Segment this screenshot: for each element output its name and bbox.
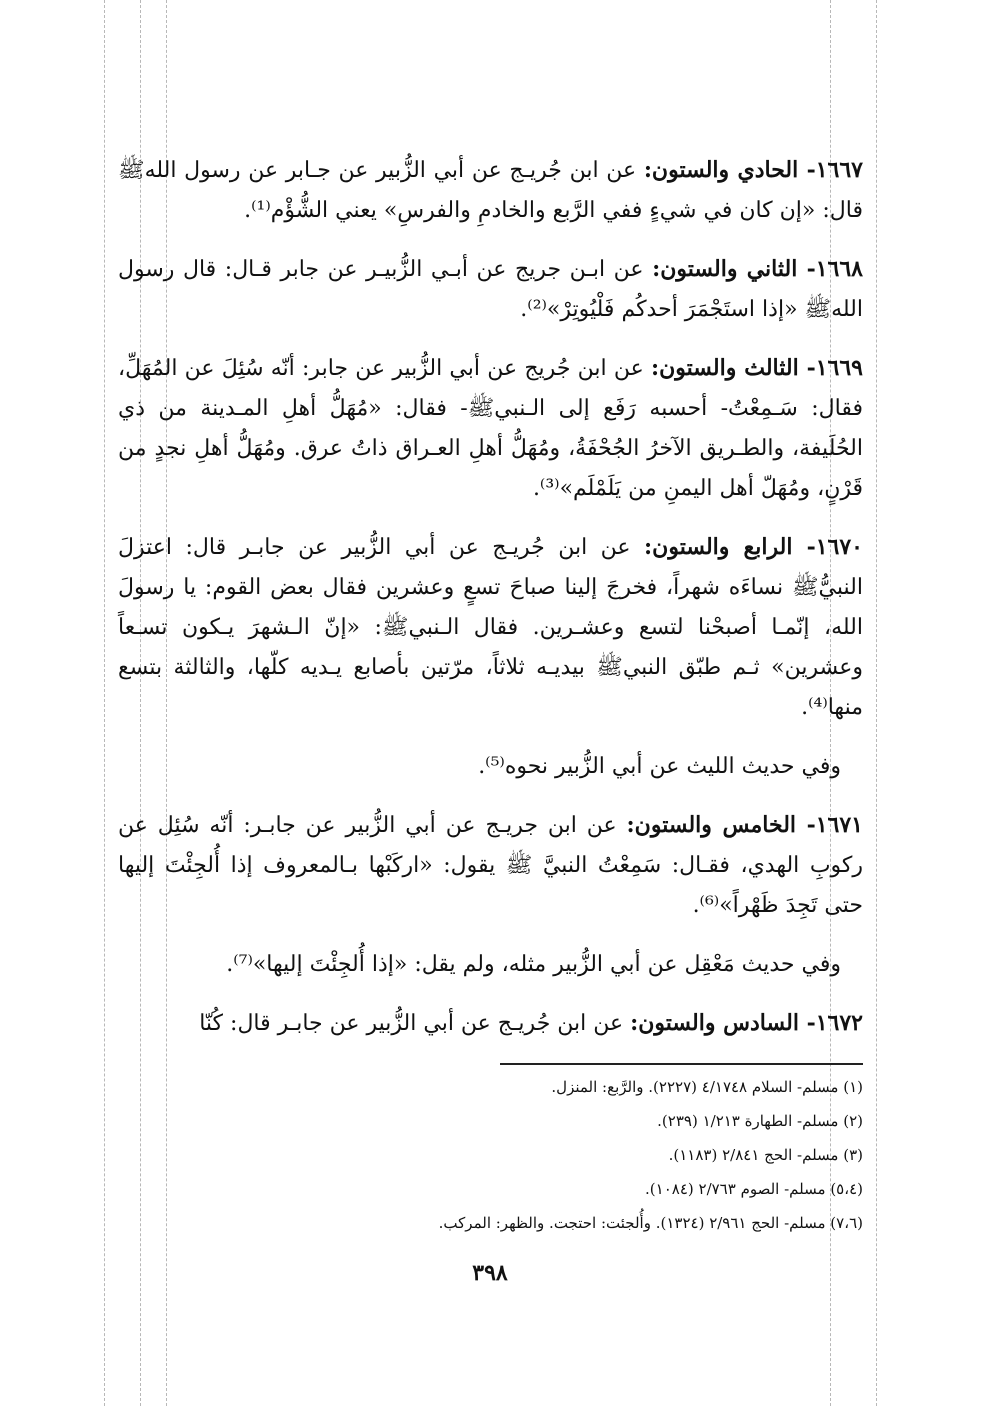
hadith-1670	[118, 527, 863, 728]
hadith-note-layth	[118, 746, 863, 787]
footnote-separator	[500, 1063, 863, 1065]
hadith-text: عن ابن جُريـج عن أبي الزُّبير عن جابـر قال: اعتزلَ النبيُّﷺ نساءَه شهراً، فخرجَ إلينا صباحَ تسعٍ وعشرين فقال بعض القوم: يا رسولَ الله، إنّمـا أصبحْنا لتسع وعشـرين. فقال الـنبيﷺ: «إنّ الـشهرَ يـكون تسـعاً وعشرين» ثـم طبّق النبيﷺ بيديـه ثلاثاً، مرّتين بأصابع يـديه كلّها، والثالثة بتسع منها⁽⁴⁾.	[118, 535, 863, 720]
scan-guide-line	[876, 0, 877, 1406]
hadith-text: عن ابـن جريج عن أبـي الزُّبيـر عن جابر قـال: قال رسول اللهﷺ «إذا استَجْمَرَ أحدكُم فَلْيُوتِرْ»⁽²⁾.	[118, 257, 863, 322]
hadith-text: عن ابن جُريـج عن أبي الزُّبير عن جابـر قال: كُنّا	[199, 1011, 631, 1036]
footnote-item: (٥،٤) مسلم- الصوم ٢/٧٦٣ (١٠٨٤).	[645, 1180, 863, 1198]
hadith-1669	[118, 348, 863, 509]
page-body	[118, 150, 863, 1062]
footnote-item: (١) مسلم- السلام ٤/١٧٤٨ (٢٢٢٧). والرَّبع: المنزل.	[551, 1078, 863, 1096]
hadith-1667	[118, 150, 863, 231]
hadith-heading: ١٦٧١- الخامس والستون:	[626, 812, 863, 838]
hadith-text: عن ابن جُريـج عن أبي الزُّبير عن جـابر عن رسول اللهﷺ قال: «إن كان في شيءٍ ففي الرَّبع والخادمِ والفرسِ» يعني الشُّؤْم⁽¹⁾.	[118, 158, 863, 223]
hadith-1672	[118, 1003, 863, 1044]
footnote-item: (٢) مسلم- الطهارة ١/٢١٣ (٢٣٩).	[657, 1112, 863, 1130]
hadith-heading: ١٦٧٠- الرابع والستون:	[644, 534, 863, 560]
footnote-item: (٧،٦) مسلم- الحج ٢/٩٦١ (١٣٢٤). وأُلجئت: احتجت. والظهر: المركب.	[438, 1214, 863, 1232]
hadith-1671	[118, 805, 863, 926]
footnotes	[118, 1070, 863, 1240]
scan-guide-line	[104, 0, 105, 1406]
hadith-heading: ١٦٦٧- الحادي والستون:	[643, 157, 863, 183]
hadith-1668	[118, 249, 863, 330]
hadith-heading: ١٦٦٨- الثاني والستون:	[652, 256, 863, 282]
footnote-item: (٣) مسلم- الحج ٢/٨٤١ (١١٨٣).	[668, 1146, 863, 1164]
hadith-text: وفي حديث الليث عن أبي الزُّبير نحوه⁽⁵⁾.	[478, 754, 841, 779]
hadith-text: وفي حديث مَعْقِل عن أبي الزُّبير مثله، ولم يقل: «إذا أُلجِئْتَ إليها»⁽⁷⁾.	[226, 952, 841, 977]
hadith-note-maqil	[118, 944, 863, 985]
hadith-heading: ١٦٧٢- السادس والستون:	[630, 1010, 863, 1036]
page-number: ٣٩٨	[472, 1260, 508, 1286]
hadith-heading: ١٦٦٩- الثالث والستون:	[650, 355, 863, 381]
hadith-text: عن ابن جريـج عن أبي الزُّبير عن جابـر: أنّه سُئِل عن ركوبِ الهدي، فقـال: سَمِعْتُ النبيَّ ﷺ يقول: «اركَبْها بـالمعروف إذا أُلجِئْتَ إليها حتى تَجِدَ ظَهْراً»⁽⁶⁾.	[118, 813, 863, 918]
hadith-text: عن ابن جُريج عن أبي الزُّبير عن جابر: أنّه سُئِلَ عن المُهَلِّ، فقال: سَـمِعْتُ- أحسبه رَفَع إلى الـنبيﷺ- فقال: «مُهَلُّ أهلِ المـدينة من ذي الحُلَيفة، والطـريق الآخرُ الجُحْفَةُ، ومُهَلُّ أهلِ العـراق ذاتُ عرق. ومُهَلُّ أهلِ نجدٍ من قَرْنٍ، ومُهَلّ أهل اليمنِ من يَلَمْلَم»⁽³⁾.	[118, 356, 863, 501]
